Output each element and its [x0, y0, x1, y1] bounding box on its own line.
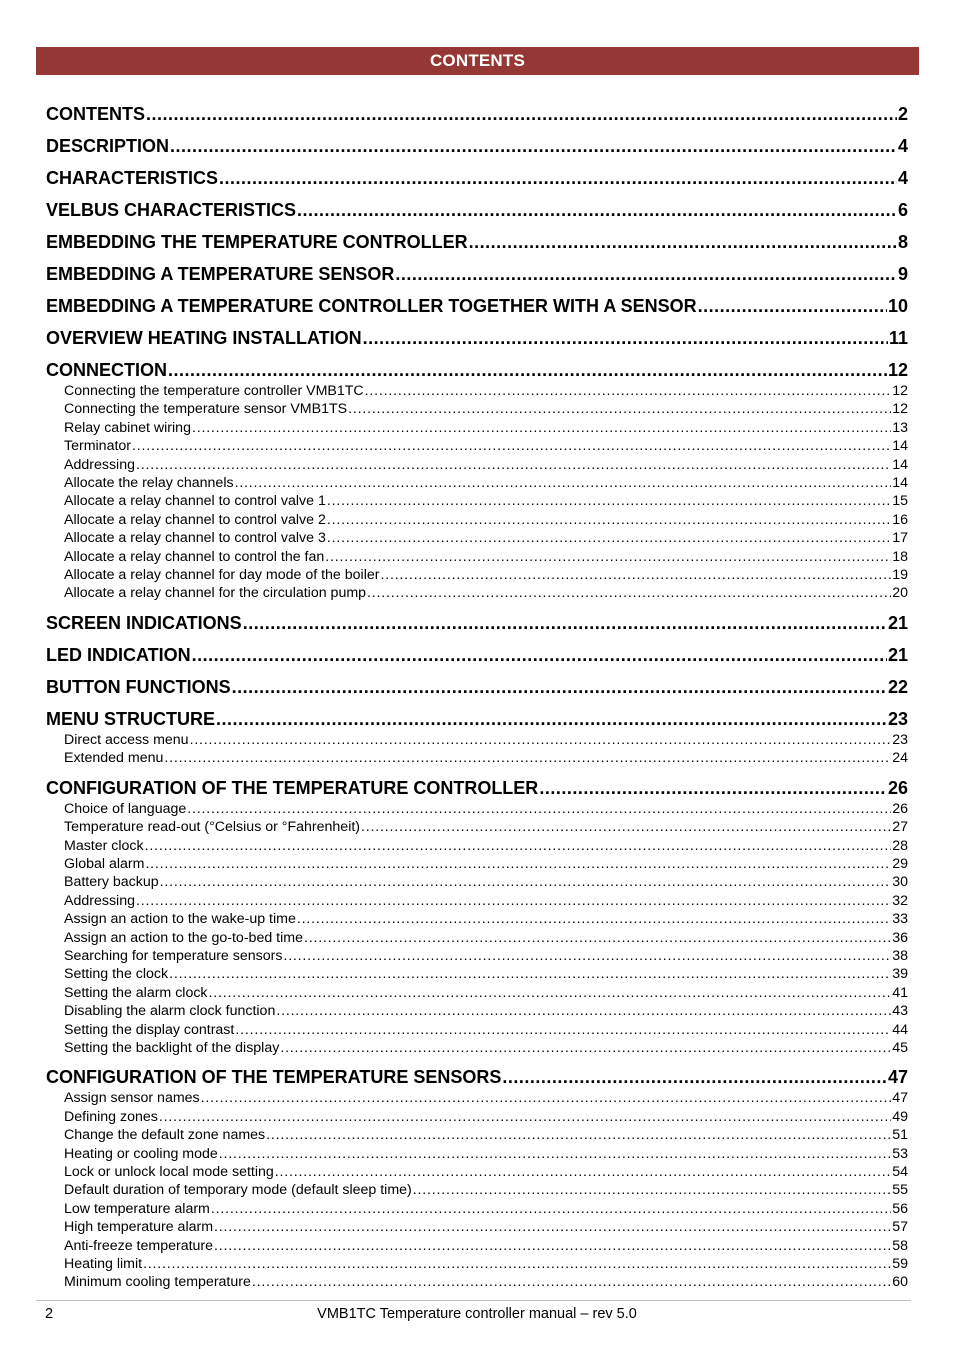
toc-entry-page-number: 36 [892, 929, 908, 946]
toc-entry-page-number: 18 [892, 548, 908, 565]
dot-leader [266, 1126, 891, 1144]
dot-leader [235, 1021, 891, 1039]
toc-section-entry[interactable] [46, 1126, 908, 1144]
toc-entry-page-number: 54 [892, 1164, 908, 1180]
toc-entry-page-number: 13 [892, 419, 908, 436]
toc-entry-page-number: 53 [892, 1145, 908, 1162]
dot-leader [143, 1255, 891, 1273]
dot-leader [145, 855, 891, 873]
toc-entry-page-number: 6 [897, 200, 908, 220]
dot-leader [297, 910, 891, 928]
toc-entry-title: Heating limit [64, 1256, 143, 1273]
toc-chapter-entry[interactable] [46, 295, 908, 318]
toc-entry-title: Direct access menu [64, 731, 189, 748]
dot-leader [469, 231, 897, 254]
toc-entry-page-number: 55 [892, 1182, 908, 1199]
toc-entry-title: Allocate the relay channels [64, 475, 234, 492]
toc-entry-page-number: 56 [892, 1200, 908, 1217]
toc-chapter-entry[interactable] [46, 1066, 908, 1089]
toc-section-entry[interactable] [46, 800, 908, 818]
toc-entry-title: CONNECTION [46, 360, 167, 380]
dot-leader [211, 1200, 891, 1218]
toc-entry-title: Connecting the temperature sensor VMB1TS [64, 401, 348, 418]
toc-section-entry[interactable] [46, 1108, 908, 1126]
dot-leader [280, 1039, 891, 1057]
toc-section-entry[interactable] [46, 1255, 908, 1273]
toc-entry-page-number: 8 [897, 232, 908, 252]
dot-leader [363, 327, 888, 350]
dot-leader [304, 929, 891, 947]
toc-entry-page-number: 10 [887, 296, 908, 316]
dot-leader [209, 984, 892, 1002]
toc-section-entry[interactable] [46, 984, 908, 1002]
toc-entry-page-number: 16 [892, 511, 908, 528]
toc-section-entry[interactable] [46, 456, 908, 474]
toc-section-entry[interactable] [46, 1218, 908, 1236]
toc-section-entry[interactable] [46, 382, 908, 400]
toc-section-entry[interactable] [46, 1273, 908, 1291]
toc-entry-page-number: 22 [887, 676, 908, 697]
toc-section-entry[interactable] [46, 1039, 908, 1057]
dot-leader [201, 1089, 892, 1107]
toc-entry-page-number: 17 [892, 530, 908, 547]
toc-entry-page-number: 23 [887, 708, 908, 729]
toc-entry-title: Terminator [64, 438, 132, 455]
dot-leader [361, 818, 891, 836]
toc-entry-page-number: 15 [892, 493, 908, 510]
toc-entry-page-number: 21 [887, 644, 908, 665]
dot-leader [132, 437, 891, 455]
toc-entry-title: High temperature alarm [64, 1219, 214, 1236]
toc-entry-page-number: 20 [892, 585, 908, 602]
toc-entry-title: Lock or unlock local mode setting [64, 1164, 274, 1180]
toc-entry-title: Change the default zone names [64, 1127, 266, 1144]
toc-entry-title: DESCRIPTION [46, 136, 170, 156]
toc-entry-page-number: 39 [892, 966, 908, 983]
dot-leader [136, 456, 891, 474]
dot-leader [413, 1181, 891, 1199]
toc-chapter-entry[interactable] [46, 167, 908, 190]
toc-section-entry[interactable] [46, 749, 908, 767]
toc-entry-page-number: 43 [892, 1003, 908, 1020]
toc-chapter-entry[interactable] [46, 359, 908, 382]
dot-leader [214, 1237, 891, 1255]
toc-entry-title: Choice of language [64, 800, 187, 817]
toc-entry-page-number: 28 [892, 837, 908, 854]
toc-section-entry[interactable] [46, 1237, 908, 1255]
toc-entry-title: SCREEN INDICATIONS [46, 612, 242, 633]
dot-leader [146, 103, 897, 126]
toc-entry-page-number: 47 [892, 1090, 908, 1107]
toc-entry-page-number: 9 [897, 264, 908, 284]
dot-leader [216, 708, 887, 731]
toc-entry-title: Allocate a relay channel to control valve 3 [64, 530, 326, 547]
toc-entry-title: Global alarm [64, 855, 145, 872]
toc-entry-page-number: 49 [892, 1108, 908, 1125]
toc-entry-page-number: 12 [887, 360, 908, 380]
section-header-bar [36, 47, 919, 75]
dot-leader [192, 644, 887, 667]
toc-chapter-entry[interactable] [46, 135, 908, 158]
dot-leader [219, 167, 897, 190]
toc-section-entry[interactable] [46, 965, 908, 983]
toc-entry-title: Searching for temperature sensors [64, 947, 283, 964]
toc-entry-title: Relay cabinet wiring [64, 419, 191, 436]
toc-entry-title: CHARACTERISTICS [46, 168, 219, 188]
toc-entry-page-number: 24 [892, 750, 908, 767]
toc-entry-page-number: 38 [892, 947, 908, 964]
toc-entry-title: CONTENTS [46, 104, 145, 124]
toc-chapter-entry[interactable] [46, 676, 908, 699]
toc-entry-page-number: 12 [892, 401, 908, 418]
toc-chapter-entry[interactable] [46, 327, 908, 350]
toc-entry-title: Temperature read-out (°Celsius or °Fahrenheit) [64, 819, 361, 836]
toc-entry-title: BUTTON FUNCTIONS [46, 676, 231, 697]
dot-leader [252, 1273, 891, 1291]
dot-leader [365, 382, 892, 400]
toc-section-entry[interactable] [46, 837, 908, 855]
toc-entry-page-number: 2 [897, 104, 908, 124]
toc-section-entry[interactable] [46, 492, 908, 510]
toc-entry-page-number: 45 [892, 1039, 908, 1056]
toc-entry-title: Defining zones [64, 1108, 158, 1125]
toc-entry-title: LED INDICATION [46, 644, 191, 665]
dot-leader [164, 749, 891, 767]
dot-leader [136, 892, 891, 910]
toc-entry-title: VELBUS CHARACTERISTICS [46, 200, 297, 220]
toc-entry-title: Extended menu [64, 750, 164, 767]
toc-section-entry[interactable] [46, 474, 908, 492]
toc-entry-page-number: 14 [892, 438, 908, 455]
toc-entry-title: Assign an action to the go-to-bed time [64, 929, 303, 946]
section-title: CONTENTS [429, 51, 526, 70]
toc-section-entry[interactable] [46, 929, 908, 947]
toc-entry-title: Assign an action to the wake-up time [64, 911, 296, 928]
toc-chapter-entry[interactable] [46, 263, 908, 286]
dot-leader [169, 965, 891, 983]
dot-leader [275, 1163, 891, 1181]
toc-entry-title: Disabling the alarm clock function [64, 1003, 276, 1020]
toc-chapter-entry[interactable] [46, 777, 908, 800]
dot-leader [219, 1145, 891, 1163]
toc-entry-page-number: 60 [892, 1274, 908, 1291]
toc-section-entry[interactable] [46, 400, 908, 418]
toc-section-entry[interactable] [46, 437, 908, 455]
toc-entry-title: Allocate a relay channel for the circulation pump [64, 585, 367, 602]
toc-entry-page-number: 12 [892, 383, 908, 399]
toc-section-entry[interactable] [46, 873, 908, 891]
toc-entry-page-number: 32 [892, 892, 908, 909]
dot-leader [190, 731, 892, 749]
toc-entry-title: MENU STRUCTURE [46, 708, 215, 729]
toc-section-entry[interactable] [46, 1200, 908, 1218]
toc-entry-title: OVERVIEW HEATING INSTALLATION [46, 328, 362, 348]
toc-entry-title: EMBEDDING A TEMPERATURE CONTROLLER TOGETHER WITH A SENSOR [46, 296, 697, 316]
toc-entry-title: CONFIGURATION OF THE TEMPERATURE CONTROLLER [46, 777, 539, 798]
toc-entry-title: Heating or cooling mode [64, 1145, 218, 1162]
dot-leader [395, 263, 897, 286]
toc-entry-page-number: 14 [892, 475, 908, 492]
toc-entry-page-number: 59 [892, 1256, 908, 1273]
dot-leader [232, 676, 887, 699]
toc-chapter-entry[interactable] [46, 199, 908, 222]
toc-entry-page-number: 4 [897, 136, 908, 156]
toc-entry-title: CONFIGURATION OF THE TEMPERATURE SENSORS [46, 1067, 502, 1088]
toc-section-entry[interactable] [46, 1002, 908, 1020]
toc-entry-page-number: 41 [892, 984, 908, 1001]
toc-entry-page-number: 27 [892, 819, 908, 836]
toc-entry-page-number: 4 [897, 168, 908, 188]
dot-leader [327, 492, 891, 510]
toc-entry-title: Anti-freeze temperature [64, 1237, 214, 1254]
toc-entry-title: EMBEDDING THE TEMPERATURE CONTROLLER [46, 232, 468, 252]
table-of-contents [46, 103, 908, 1292]
toc-entry-title: Minimum cooling temperature [64, 1274, 251, 1291]
toc-chapter-entry[interactable] [46, 612, 908, 635]
toc-section-entry[interactable] [46, 548, 908, 566]
dot-leader [380, 566, 891, 584]
toc-entry-title: Connecting the temperature controller VMB1TC [64, 383, 364, 399]
toc-entry-title: Low temperature alarm [64, 1200, 210, 1217]
toc-chapter-entry[interactable] [46, 231, 908, 254]
toc-section-entry[interactable] [46, 947, 908, 965]
toc-section-entry[interactable] [46, 910, 908, 928]
dot-leader [325, 548, 891, 566]
dot-leader [276, 1002, 891, 1020]
toc-entry-page-number: 58 [892, 1237, 908, 1254]
toc-entry-page-number: 30 [892, 874, 908, 891]
toc-section-entry[interactable] [46, 511, 908, 529]
dot-leader [297, 199, 897, 222]
dot-leader [214, 1218, 891, 1236]
toc-entry-title: Addressing [64, 456, 135, 473]
dot-leader [327, 511, 891, 529]
toc-entry-page-number: 44 [892, 1021, 908, 1038]
toc-entry-title: Setting the display contrast [64, 1021, 235, 1038]
toc-entry-title: Addressing [64, 892, 135, 909]
toc-entry-page-number: 11 [888, 328, 908, 348]
footer-page-number: 2 [45, 1306, 54, 1322]
dot-leader [159, 1108, 891, 1126]
dot-leader [145, 837, 892, 855]
toc-entry-page-number: 14 [892, 456, 908, 473]
toc-section-entry[interactable] [46, 529, 908, 547]
toc-entry-title: Allocate a relay channel for day mode of the boiler [64, 567, 380, 584]
toc-entry-page-number: 33 [892, 911, 908, 928]
toc-entry-title: Setting the clock [64, 966, 169, 983]
toc-entry-title: Setting the alarm clock [64, 984, 208, 1001]
toc-entry-page-number: 57 [892, 1219, 908, 1236]
dot-leader [502, 1066, 887, 1089]
footer-divider [36, 1300, 911, 1301]
dot-leader [348, 400, 891, 418]
toc-chapter-entry[interactable] [46, 708, 908, 731]
toc-entry-title: Assign sensor names [64, 1090, 200, 1107]
toc-section-entry[interactable] [46, 1021, 908, 1039]
dot-leader [698, 295, 887, 318]
toc-entry-title: Master clock [64, 837, 144, 854]
toc-section-entry[interactable] [46, 419, 908, 437]
toc-entry-page-number: 47 [887, 1067, 908, 1088]
dot-leader [170, 135, 897, 158]
dot-leader [539, 777, 887, 800]
toc-section-entry[interactable] [46, 818, 908, 836]
toc-section-entry[interactable] [46, 1163, 908, 1181]
toc-entry-title: EMBEDDING A TEMPERATURE SENSOR [46, 264, 395, 284]
toc-section-entry[interactable] [46, 584, 908, 602]
toc-chapter-entry[interactable] [46, 103, 908, 126]
toc-entry-title: Allocate a relay channel to control valve 1 [64, 493, 326, 510]
toc-entry-page-number: 23 [892, 731, 908, 748]
dot-leader [367, 584, 891, 602]
dot-leader [168, 359, 887, 382]
dot-leader [235, 474, 892, 492]
toc-entry-page-number: 26 [887, 777, 908, 798]
toc-entry-page-number: 19 [892, 567, 908, 584]
toc-entry-title: Allocate a relay channel to control the fan [64, 548, 325, 565]
toc-entry-title: Setting the backlight of the display [64, 1039, 280, 1056]
toc-section-entry[interactable] [46, 1181, 908, 1199]
toc-entry-title: Default duration of temporary mode (default sleep time) [64, 1182, 412, 1199]
toc-chapter-entry[interactable] [46, 644, 908, 667]
toc-section-entry[interactable] [46, 892, 908, 910]
dot-leader [160, 873, 892, 891]
toc-entry-page-number: 26 [892, 800, 908, 817]
toc-entry-page-number: 51 [892, 1127, 908, 1144]
dot-leader [327, 529, 891, 547]
dot-leader [192, 419, 891, 437]
toc-entry-title: Battery backup [64, 874, 159, 891]
footer-document-title: VMB1TC Temperature controller manual – rev 5.0 [317, 1306, 637, 1322]
dot-leader [243, 612, 887, 635]
toc-section-entry[interactable] [46, 566, 908, 584]
toc-section-entry[interactable] [46, 1089, 908, 1107]
toc-entry-page-number: 29 [892, 855, 908, 872]
dot-leader [187, 800, 891, 818]
toc-section-entry[interactable] [46, 731, 908, 749]
toc-section-entry[interactable] [46, 855, 908, 873]
toc-section-entry[interactable] [46, 1145, 908, 1163]
toc-entry-title: Allocate a relay channel to control valve 2 [64, 511, 326, 528]
toc-entry-page-number: 21 [887, 612, 908, 633]
dot-leader [283, 947, 891, 965]
